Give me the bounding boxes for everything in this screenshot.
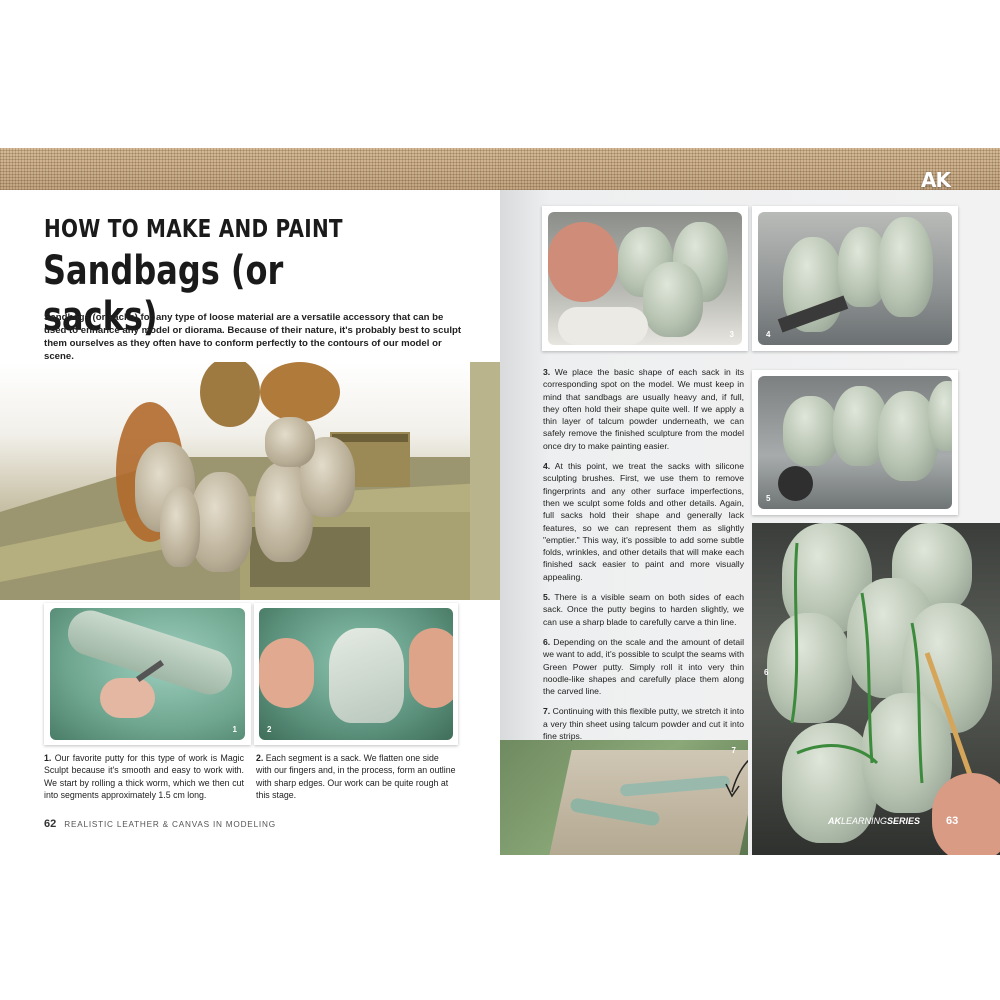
step-photo-card-4: [752, 206, 958, 351]
finger: [409, 628, 453, 708]
diorama-illustration: [0, 362, 500, 600]
step-paragraph: [543, 460, 744, 583]
step-number: 6.: [543, 636, 551, 647]
step-text: At this point, we treat the sacks with silicone sculpting brushes. First, we use them to remove fingerprints and any other surface imperfections, then we sculpt some folds and other details. Again, full sacks hold their shape and generally lack features, so we can represent them as slightly "emptier." This way, it's possible to add some subtle folds, wrinkles, and other details that will make each finished sack easier to paint and more visually appealing.: [543, 461, 744, 582]
photo-number: 3: [729, 330, 734, 339]
hero-diorama-photo: [0, 362, 500, 600]
photo-number: 1: [232, 725, 237, 734]
arrow-overlay: [500, 740, 748, 855]
step-photo-card-2: [254, 603, 458, 745]
right-page: [500, 148, 1000, 855]
step-text: Continuing with this flexible putty, we stretch it into a very thin sheet using talcum powder and cut it into fine strips.: [543, 706, 744, 742]
step-number: 5.: [543, 592, 551, 603]
sack: [878, 217, 933, 317]
page-number: 62: [44, 818, 57, 830]
putty-sack: [329, 628, 404, 723]
intro-paragraph: Sandbags (or sacks) for any type of loose material are a versatile accessory that can be used to enhance any model or diorama. Because of their nature, it's probably best to sculpt them ourselves as they often have to conform perfectly to the contours of our model or scene.: [44, 312, 462, 362]
caption-1: [44, 752, 244, 801]
step-photo-3: [548, 212, 742, 345]
step-text: We place the basic shape of each sack in its corresponding spot on the model. We must keep in mind that sandbags are usually heavy and, if full, they often hold their shape quite well. If we apply a thin layer of talcum powder underneath, we can safely remove the finished sculpture from the model once dry to make painting easier.: [543, 367, 744, 451]
article-kicker: HOW TO MAKE AND PAINT: [44, 214, 343, 243]
series-mid: LEARNING: [841, 816, 888, 826]
step-photo-6: [752, 523, 1000, 855]
sandbag: [160, 487, 200, 567]
caption-number: 2.: [256, 753, 264, 763]
step-text: Depending on the scale and the amount of detail we want to add, it's possible to sculpt the seams with Green Power putty. Simply roll it into very thin noodle-like shapes and carefully place them along the carved line.: [543, 636, 744, 697]
step-paragraph: [543, 636, 744, 697]
step-number: 7.: [543, 706, 551, 717]
finger: [100, 678, 155, 718]
step-photo-2: [259, 608, 453, 740]
step-photo-5: [758, 376, 952, 509]
step-photo-card-1: [44, 603, 251, 745]
finger: [548, 222, 618, 302]
step-number: 3.: [543, 367, 551, 377]
step-paragraph: [543, 591, 744, 628]
finger: [932, 773, 1000, 855]
sack: [643, 262, 703, 337]
sack: [783, 396, 838, 466]
photo-number: 6: [764, 668, 769, 677]
step-photo-7: [500, 740, 748, 855]
caption-text: Each segment is a sack. We flatten one side with our fingers and, in the process, form an outline with sharp edges. Our work can be quite rough at this stage.: [256, 753, 456, 800]
series-brand: [828, 816, 920, 826]
caption-text: Our favorite putty for this type of work is Magic Sculpt because it's smooth and easy to work with. We start by rolling a thick worm, which we then cut into segments approximately 1.5 cm long.: [44, 753, 244, 800]
step-photo-card-3: [542, 206, 748, 351]
ak-logo: AK: [921, 168, 950, 192]
photo-number: 7: [731, 746, 736, 755]
step-photo-card-5: [752, 370, 958, 515]
sack: [928, 381, 952, 451]
series-suffix: SERIES: [887, 816, 921, 826]
step-text: There is a visible seam on both sides of each sack. Once the putty begins to harden slightly, we can use a sharp blade to carefully carve a thin line.: [543, 592, 744, 627]
step-number: 4.: [543, 461, 551, 472]
series-prefix: AK: [828, 816, 841, 826]
steps-column: [543, 366, 744, 750]
step-photo-1: [50, 608, 245, 740]
caption-number: 1.: [44, 753, 52, 763]
running-title: REALISTIC LEATHER & CANVAS IN MODELING: [64, 820, 276, 829]
photo-number: 5: [766, 494, 771, 503]
step-paragraph: [543, 705, 744, 742]
sandbag: [265, 417, 315, 467]
left-folio: [44, 818, 276, 830]
burlap-header-band: [0, 148, 500, 190]
page-number: 63: [946, 815, 959, 827]
article-headline: Sandbags (or sacks): [43, 248, 284, 340]
caption-2: [256, 752, 456, 801]
silicone-brush: [778, 466, 813, 501]
finger: [259, 638, 314, 708]
photo-number: 2: [267, 725, 272, 734]
talcum-powder: [558, 307, 648, 345]
step-photo-4: [758, 212, 952, 345]
left-page: [0, 148, 500, 855]
book-spread: [0, 148, 1000, 855]
photo-number: 4: [766, 330, 771, 339]
step-paragraph: [543, 366, 744, 452]
